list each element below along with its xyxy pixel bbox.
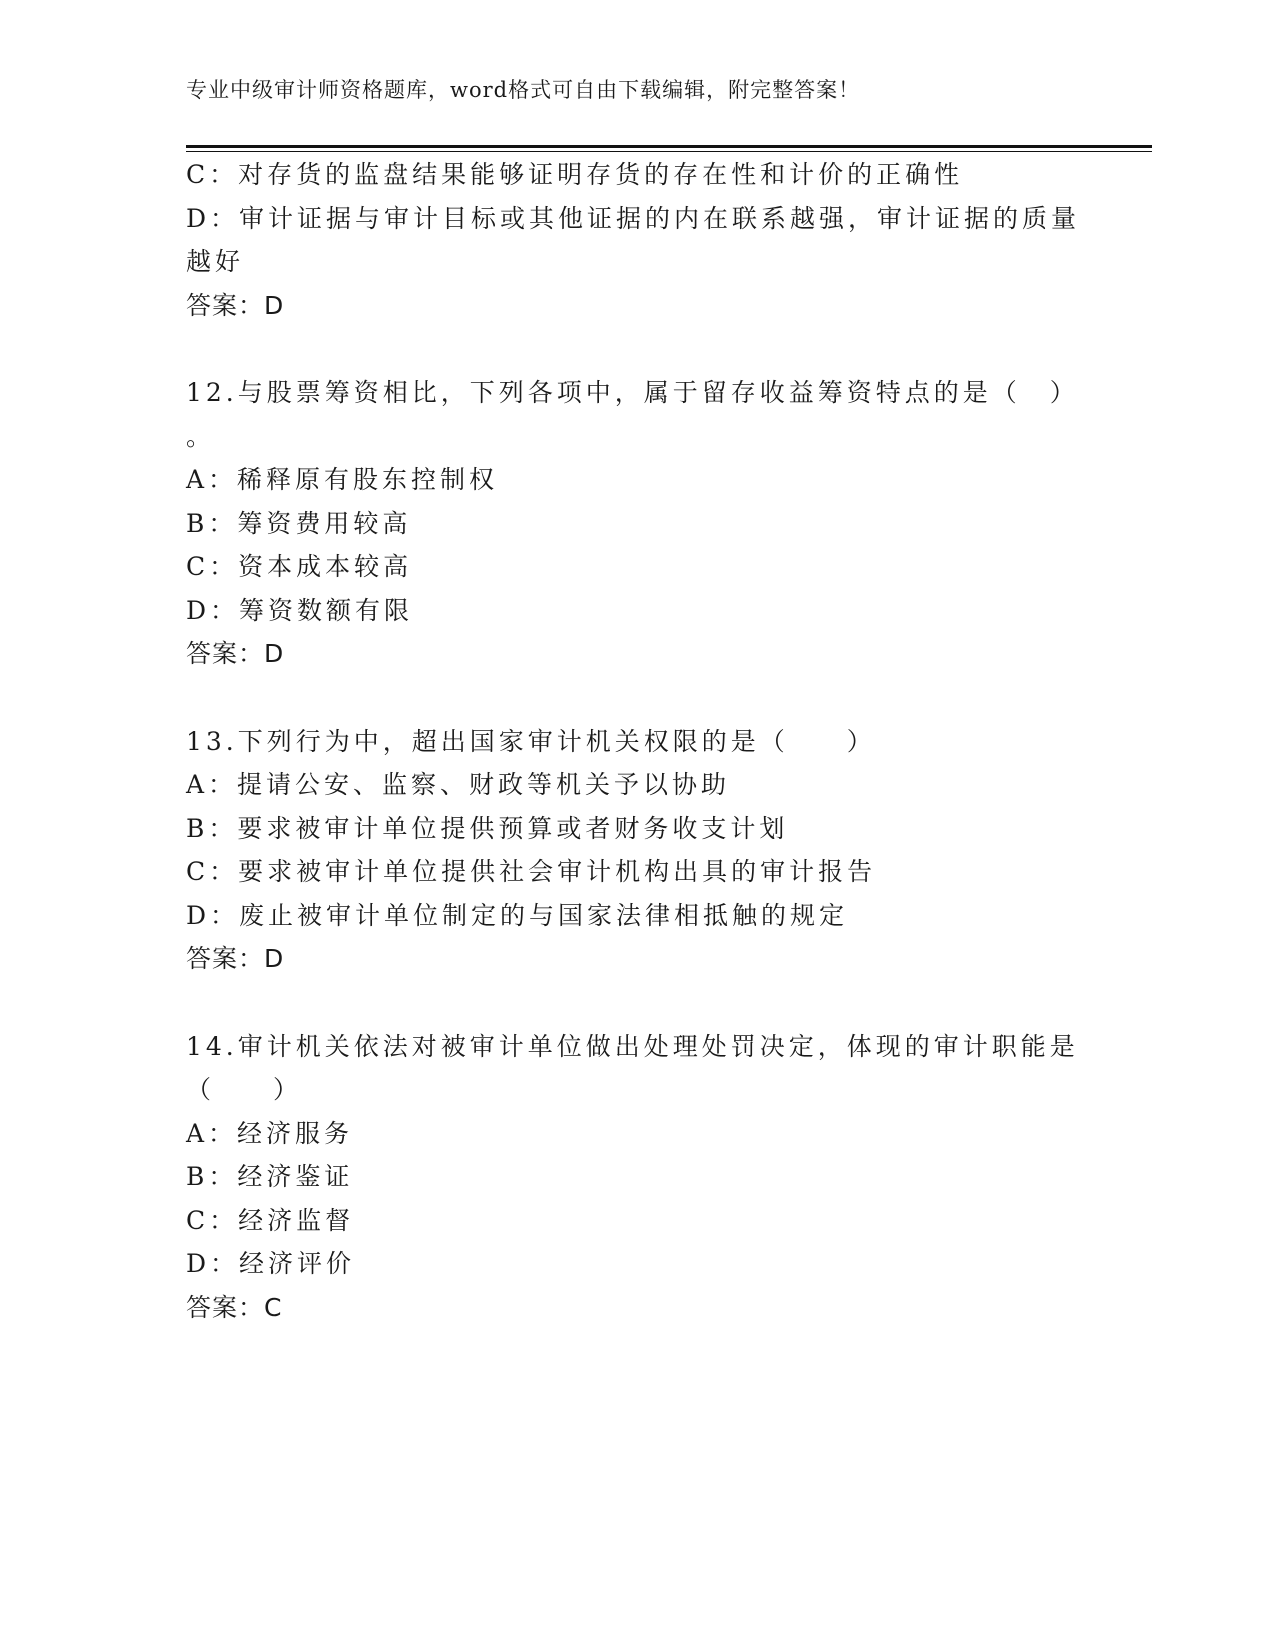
prev-option-d-line1: D：审计证据与审计目标或其他证据的内在联系越强，审计证据的质量 [186, 204, 1081, 233]
q13-option-c: C：要求被审计单位提供社会审计机构出具的审计报告 [186, 857, 877, 886]
prev-option-c: C：对存货的监盘结果能够证明存货的存在性和计价的正确性 [186, 160, 964, 189]
q12-option-b: B：筹资费用较高 [186, 509, 412, 538]
prev-option-d-line2: 越好 [186, 247, 245, 276]
q13-option-b: B：要求被审计单位提供预算或者财务收支计划 [186, 814, 789, 843]
q12-option-d: D：筹资数额有限 [186, 596, 414, 625]
header-rule-thin [186, 151, 1152, 152]
q14-answer: 答案：C [186, 1293, 283, 1322]
q12-stem-line1: 12.与股票筹资相比，下列各项中，属于留存收益筹资特点的是（ ） [186, 378, 1079, 407]
page-header: 专业中级审计师资格题库，word格式可自由下载编辑，附完整答案！ [186, 78, 861, 102]
q13-answer: 答案：D [186, 944, 285, 973]
q14-option-c: C：经济监督 [186, 1206, 355, 1235]
q13-option-d: D：废止被审计单位制定的与国家法律相抵触的规定 [186, 901, 849, 930]
q12-option-c: C：资本成本较高 [186, 552, 413, 581]
q12-stem-line2: 。 [186, 422, 216, 451]
header-rule-thick [186, 145, 1152, 148]
q12-option-a: A：稀释原有股东控制权 [186, 465, 499, 494]
q12-answer: 答案：D [186, 639, 285, 668]
q14-option-b: B：经济鉴证 [186, 1162, 354, 1191]
q13-stem: 13.下列行为中，超出国家审计机关权限的是（ ） [186, 727, 876, 756]
q13-option-a: A：提请公安、监察、财政等机关予以协助 [186, 770, 731, 799]
q14-option-d: D：经济评价 [186, 1249, 356, 1278]
prev-answer: 答案：D [186, 291, 285, 320]
q14-stem-line1: 14.审计机关依法对被审计单位做出处理处罚决定，体现的审计职能是 [186, 1032, 1079, 1061]
q14-option-a: A：经济服务 [186, 1119, 354, 1148]
q14-stem-line2: （ ） [186, 1075, 303, 1104]
